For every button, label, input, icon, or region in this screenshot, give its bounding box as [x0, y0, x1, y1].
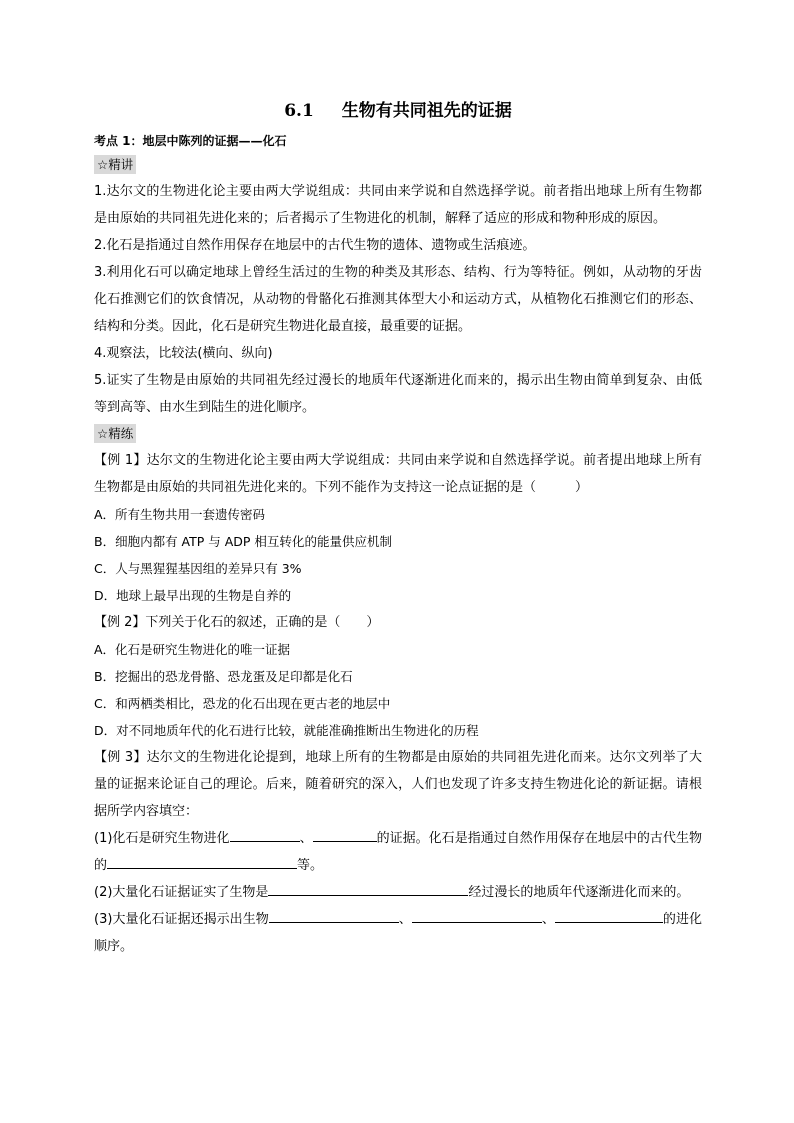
example-2-option-a: A．化石是研究生物进化的唯一证据 — [94, 642, 291, 657]
example-3-label: 【例 3】 — [94, 750, 147, 765]
example-3-question-2: (2)大量化石证据证实了生物是 经过漫长的地质年代逐渐进化而来的。 — [94, 879, 702, 906]
page-title — [94, 98, 702, 124]
example-2-stem: 【例 2】下列关于化石的叙述，正确的是（ ） — [94, 615, 380, 630]
section-jinglian: ☆精练 — [94, 424, 136, 443]
example-2-option-d: D．对不同地质年代的化石进行比较，就能准确推断出生物进化的历程 — [94, 723, 479, 738]
answer-blank[interactable] — [313, 827, 377, 842]
answer-blank[interactable] — [107, 854, 297, 869]
point-heading: 考点 1：地层中陈列的证据——化石 — [94, 134, 287, 148]
jiang-paragraph-2: 2.化石是指通过自然作用保存在地层中的古代生物的遗体、遗物或生活痕迹。 — [94, 238, 536, 253]
answer-blank[interactable] — [412, 908, 542, 923]
title-text: 生物有共同祖先的证据 — [341, 101, 512, 121]
answer-blank[interactable] — [268, 881, 468, 896]
jiang-paragraph-3: 3.利用化石可以确定地球上曾经生活过的生物的种类及其形态、结构、行为等特征。例如，从动物的牙齿化石推测它们的饮食情况，从动物的骨骼化石推测其体型大小和运动方式，从植物化石推测它们的形态、结构和分类。因此，化石是研究生物进化最直接，最重要的证据。 — [94, 265, 702, 334]
example-1-option-b: B．细胞内都有 ATP 与 ADP 相互转化的能量供应机制 — [94, 534, 392, 549]
example-1-label: 【例 1】 — [94, 453, 147, 468]
answer-blank[interactable] — [555, 908, 663, 923]
example-1-stem: 【例 1】达尔文的生物进化论主要由两大学说组成：共同由来学说和自然选择学说。前者提出地球上所有生物都是由原始的共同祖先进化来的。下列不能作为支持这一论点证据的是（ ） — [94, 453, 702, 495]
example-2-option-b: B．挖掘出的恐龙骨骼、恐龙蛋及足印都是化石 — [94, 669, 353, 684]
answer-blank[interactable] — [269, 908, 399, 923]
example-1-option-a: A．所有生物共用一套遗传密码 — [94, 507, 266, 522]
jiang-paragraph-5: 5.证实了生物是由原始的共同祖先经过漫长的地质年代逐渐进化而来的，揭示出生物由简单到复杂、由低等到高等、由水生到陆生的进化顺序。 — [94, 373, 702, 415]
section-jingjiang: ☆精讲 — [94, 155, 136, 174]
example-2-option-c: C．和两栖类相比，恐龙的化石出现在更古老的地层中 — [94, 696, 391, 711]
example-1-option-d: D．地球上最早出现的生物是自养的 — [94, 588, 292, 603]
example-1-option-c: C．人与黑猩猩基因组的差异只有 3% — [94, 561, 302, 576]
jiang-paragraph-1: 1.达尔文的生物进化论主要由两大学说组成：共同由来学说和自然选择学说。前者指出地球上所有生物都是由原始的共同祖先进化来的；后者揭示了生物进化的机制，解释了适应的形成和物种形成的原因。 — [94, 184, 702, 226]
example-3-stem: 【例 3】达尔文的生物进化论提到，地球上所有的生物都是由原始的共同祖先进化而来。达尔文列举了大量的证据来论证自己的理论。后来，随着研究的深入，人们也发现了许多支持生物进化论的新证据。请根据所学内容填空： — [94, 750, 702, 819]
example-3-question-3: (3)大量化石证据还揭示出生物 、 、 的进化顺序。 — [94, 906, 702, 960]
answer-blank[interactable] — [230, 827, 300, 842]
title-number: 6.1 — [284, 101, 314, 121]
example-3-question-1: (1)化石是研究生物进化 、 的证据。化石是指通过自然作用保存在地层中的古代生物的 等。 — [94, 825, 702, 879]
jiang-paragraph-4: 4.观察法，比较法(横向、纵向) — [94, 346, 273, 361]
document-page — [94, 98, 702, 960]
example-2-label: 【例 2】 — [94, 615, 146, 630]
